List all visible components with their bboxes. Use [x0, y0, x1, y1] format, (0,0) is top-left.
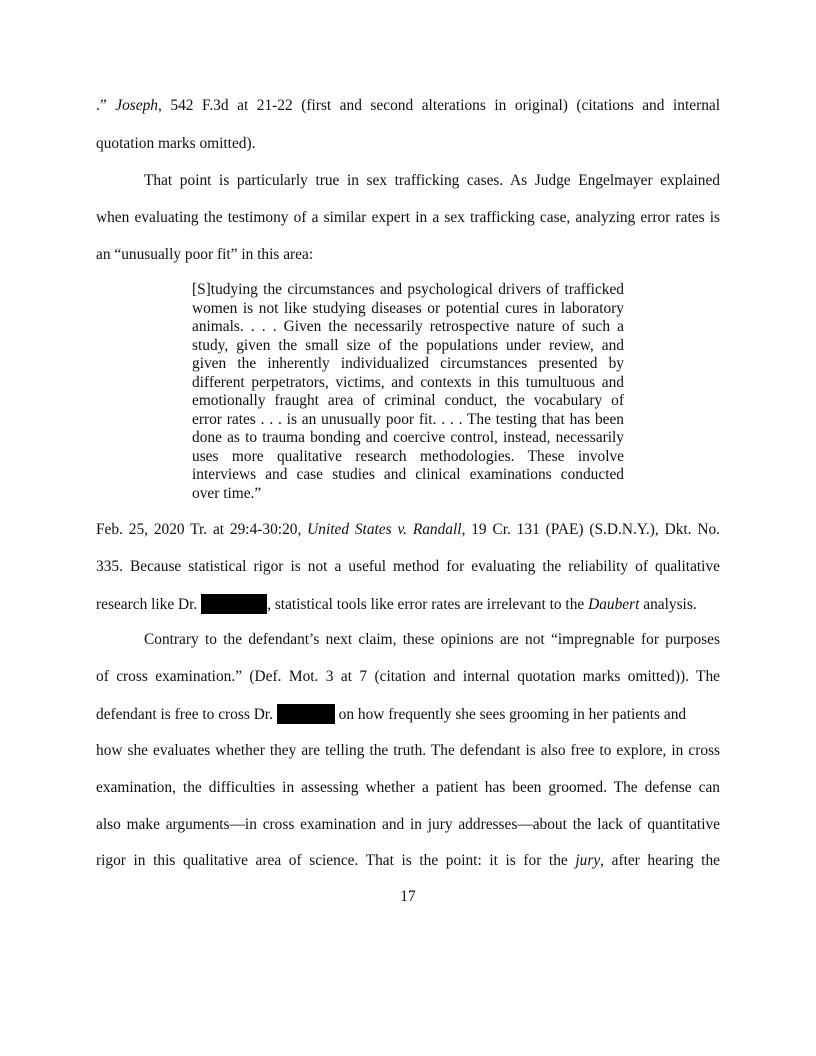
p2-line-1: That point is particularly true in sex trafficking cases. As Judge Engelmayer explained — [144, 172, 720, 189]
quote-line: animals. . . . Given the necessarily retrospective nature of such a — [192, 318, 624, 335]
quote-line: given the inherently individualized circumstances presented by — [192, 355, 624, 372]
quote-line: done as to trauma bonding and coercive control, instead, necessarily — [192, 429, 624, 446]
quote-line: [S]tudying the circumstances and psychological drivers of trafficked — [192, 281, 624, 298]
case-name-randall: United States v. Randall — [307, 521, 462, 538]
quote-line: emotionally fraught area of criminal conduct, the vocabulary of — [192, 392, 624, 409]
p4-line-4: how she evaluates whether they are telling the truth. The defendant is also free to explore, in cross — [96, 742, 720, 759]
p2-line-3: an “unusually poor fit” in this area: — [96, 246, 314, 263]
block-quote — [192, 281, 624, 503]
redaction-box — [201, 594, 267, 614]
quote-line: study, given the small size of the populations under review, and — [192, 336, 624, 354]
p1-line-1: .” Joseph, 542 F.3d at 21-22 (first and second alterations in original) (citations and internal — [96, 97, 720, 114]
case-name-daubert: Daubert — [588, 596, 640, 613]
quote-line: error rates . . . is an unusually poor fit. . . . The testing that has been — [192, 410, 624, 428]
quote-line: interviews and case studies and clinical examinations conducted — [192, 466, 624, 483]
quote-line: uses more qualitative research methodologies. These involve — [192, 447, 624, 465]
redaction-box — [277, 704, 335, 724]
p4-line-3: defendant is free to cross Dr. on how frequently she sees grooming in her patients and — [96, 706, 687, 723]
quote-line: women is not like studying diseases or potential cures in laboratory — [192, 299, 624, 317]
p3-line-2: 335. Because statistical rigor is not a useful method for evaluating the reliability of qualitative — [96, 558, 720, 575]
p4-line-5: examination, the difficulties in assessing whether a patient has been groomed. The defense can — [96, 779, 720, 796]
emphasis-jury: jury — [575, 852, 601, 869]
quote-line: different perpetrators, victims, and contexts in this tumultuous and — [192, 373, 624, 391]
case-name-joseph: Joseph — [115, 97, 158, 114]
p3-line-3: research like Dr. , statistical tools like error rates are irrelevant to the Daubert analysis. — [96, 596, 697, 613]
p4-line-2: of cross examination.” (Def. Mot. 3 at 7 (citation and internal quotation marks omitted)). The — [96, 668, 720, 685]
p4-line-6: also make arguments—in cross examination and in jury addresses—about the lack of quantitative — [96, 816, 720, 833]
page-number: 17 — [400, 888, 416, 905]
p4-line-7: rigor in this qualitative area of science. That is the point: it is for the jury, after hearing the — [96, 852, 720, 869]
p3-line-1: Feb. 25, 2020 Tr. at 29:4-30:20, United States v. Randall, 19 Cr. 131 (PAE) (S.D.N.Y.), Dkt. No. — [96, 521, 720, 538]
p2-line-2: when evaluating the testimony of a similar expert in a sex trafficking case, analyzing error rates is — [96, 209, 720, 226]
quote-line: over time.” — [192, 484, 262, 502]
p4-line-1: Contrary to the defendant’s next claim, these opinions are not “impregnable for purposes — [144, 631, 720, 648]
p1-line-2: quotation marks omitted). — [96, 135, 256, 152]
